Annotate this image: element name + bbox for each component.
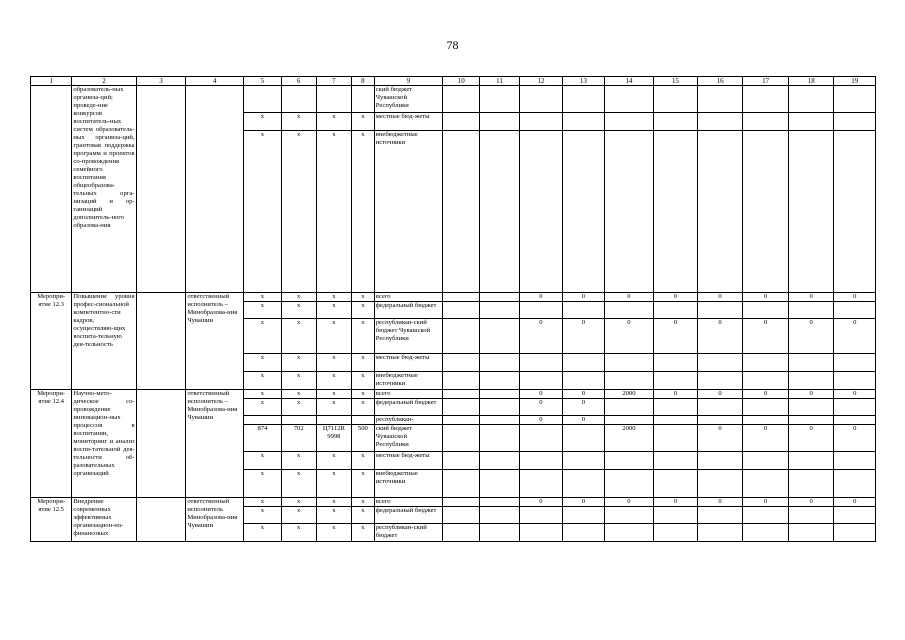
cell: [443, 293, 480, 302]
cell: [31, 86, 72, 293]
cell: [697, 399, 743, 416]
cell: [519, 86, 562, 113]
cell: x: [351, 131, 374, 293]
value-cell: 0: [654, 319, 697, 354]
cell: [743, 131, 789, 293]
cell: [443, 372, 480, 390]
cell: [519, 452, 562, 470]
funding-source: федеральный бюджет: [374, 302, 442, 319]
cell: [604, 399, 654, 416]
value-cell: 0: [743, 425, 789, 452]
header-row: [31, 77, 876, 86]
cell: x: [281, 302, 316, 319]
table-row: [31, 86, 876, 113]
cell: x: [244, 399, 281, 416]
cell: x: [281, 293, 316, 302]
cell: [443, 131, 480, 293]
cell: x: [351, 507, 374, 524]
cell: x: [316, 470, 351, 498]
cell: [563, 425, 604, 452]
cell: [136, 86, 186, 293]
cell: x: [316, 354, 351, 372]
header-cell: 7: [316, 77, 351, 86]
cell: [443, 302, 480, 319]
cell: [654, 86, 697, 113]
cell: x: [281, 131, 316, 293]
funding-source: федеральный бюджет: [374, 507, 442, 524]
event-name: образователь-ных организа-ций; проведе-ние конкурсов воспитатель-ных систем образователь-ных организа-ций, грантовая поддержка программ и проектов со-провождения семейного воспитания общеобразова-тельных орга-низаций и ор-ганизаций дополнитель-ного образова-ния: [72, 86, 136, 293]
cell: [743, 399, 789, 416]
value-cell: 0: [519, 399, 562, 416]
cell: [563, 131, 604, 293]
cell: [654, 113, 697, 131]
header-cell: 12: [519, 77, 562, 86]
cell: [480, 302, 519, 319]
value-cell: 0: [743, 390, 789, 399]
value-cell: 0: [834, 390, 876, 399]
cell: [834, 452, 876, 470]
cell: [519, 113, 562, 131]
funding-source: внебюджетные источники: [374, 470, 442, 498]
cell: [443, 86, 480, 113]
cell: x: [281, 507, 316, 524]
header-cell: 9: [374, 77, 442, 86]
cell: [654, 354, 697, 372]
cell: [480, 86, 519, 113]
cell: [788, 113, 834, 131]
cell: [563, 302, 604, 319]
cell: x: [244, 113, 281, 131]
cell: [351, 86, 374, 113]
cell: [563, 452, 604, 470]
cell: [480, 470, 519, 498]
header-cell: 8: [351, 77, 374, 86]
cell: [480, 354, 519, 372]
cell: x: [316, 399, 351, 416]
cell: [563, 372, 604, 390]
cell: [697, 113, 743, 131]
executor: ответственный исполнитель Минобразова-ния Чувашии: [186, 498, 244, 542]
header-cell: 6: [281, 77, 316, 86]
cell: [654, 131, 697, 293]
cell: x: [244, 131, 281, 293]
executor: ответственный исполнитель – Минобразова-ния Чувашии: [186, 390, 244, 498]
cell: x: [281, 390, 316, 399]
event-label: Меропри-ятие 12.5: [31, 498, 72, 542]
cell: [788, 354, 834, 372]
cell: x: [244, 302, 281, 319]
cell: [563, 524, 604, 542]
cell: [743, 507, 789, 524]
value-cell: 0: [654, 293, 697, 302]
funding-source: всего: [374, 293, 442, 302]
cell: [743, 354, 789, 372]
cell: [697, 452, 743, 470]
cell: x: [281, 524, 316, 542]
cell: x: [351, 498, 374, 507]
value-cell: 0: [697, 319, 743, 354]
cell: x: [281, 498, 316, 507]
event-label: Меропри-ятие 12.3: [31, 293, 72, 390]
cell: [519, 354, 562, 372]
cell: [604, 302, 654, 319]
cell: [480, 507, 519, 524]
value-cell: 0: [563, 319, 604, 354]
funding-source: внебюджетные источники: [374, 131, 442, 293]
value-cell: 0: [654, 390, 697, 399]
cell: x: [351, 470, 374, 498]
cell: [443, 390, 480, 399]
cell: [654, 399, 697, 416]
cell: x: [316, 302, 351, 319]
budget-table: [30, 76, 876, 542]
cell: [788, 302, 834, 319]
funding-source: республикан-: [374, 416, 442, 425]
cell: [316, 416, 351, 425]
cell: [519, 524, 562, 542]
cell: [834, 354, 876, 372]
table-row: [31, 498, 876, 507]
value-cell: 0: [834, 293, 876, 302]
cell: [519, 507, 562, 524]
cell: [604, 507, 654, 524]
cell: [519, 302, 562, 319]
cell: 874: [244, 425, 281, 452]
cell: x: [351, 354, 374, 372]
cell: [834, 507, 876, 524]
cell: Ц7112R 9998: [316, 425, 351, 452]
cell: [563, 470, 604, 498]
header-cell: 17: [743, 77, 789, 86]
cell: [834, 416, 876, 425]
cell: [443, 425, 480, 452]
cell: [480, 131, 519, 293]
cell: [604, 416, 654, 425]
funding-source: местные бюд-жеты: [374, 452, 442, 470]
cell: x: [244, 524, 281, 542]
cell: [743, 416, 789, 425]
cell: [604, 113, 654, 131]
value-cell: 0: [743, 319, 789, 354]
cell: [788, 86, 834, 113]
value-cell: 0: [834, 425, 876, 452]
cell: [697, 131, 743, 293]
cell: [480, 113, 519, 131]
value-cell: 0: [519, 416, 562, 425]
cell: x: [351, 302, 374, 319]
cell: [136, 390, 186, 498]
cell: [480, 319, 519, 354]
cell: [519, 131, 562, 293]
value-cell: 0: [697, 498, 743, 507]
cell: [480, 293, 519, 302]
cell: [563, 113, 604, 131]
cell: [480, 416, 519, 425]
cell: x: [244, 498, 281, 507]
cell: [697, 470, 743, 498]
cell: [743, 524, 789, 542]
cell: x: [316, 113, 351, 131]
cell: [743, 86, 789, 113]
cell: [351, 416, 374, 425]
value-cell: 0: [788, 425, 834, 452]
cell: x: [351, 372, 374, 390]
cell: [788, 416, 834, 425]
cell: [654, 470, 697, 498]
event-name: Научно-мето-дическое со-провождение инновацион-ных процессов в воспитании, мониторинг и анализ воспи-тательной дея-тельности об-разовательных организаций: [72, 390, 136, 498]
cell: [697, 86, 743, 113]
header-cell: 16: [697, 77, 743, 86]
cell: [519, 372, 562, 390]
cell: [604, 470, 654, 498]
header-cell: 1: [31, 77, 72, 86]
cell: [834, 113, 876, 131]
value-cell: 0: [563, 293, 604, 302]
value-cell: 2000: [604, 390, 654, 399]
value-cell: 0: [563, 498, 604, 507]
cell: [443, 452, 480, 470]
cell: [443, 113, 480, 131]
cell: [443, 507, 480, 524]
cell: x: [281, 113, 316, 131]
cell: [604, 372, 654, 390]
cell: x: [281, 452, 316, 470]
cell: x: [244, 354, 281, 372]
event-name: Внедрение современных эффективных организацион-но-финансовых: [72, 498, 136, 542]
cell: [788, 372, 834, 390]
cell: x: [351, 293, 374, 302]
cell: x: [316, 524, 351, 542]
cell: [443, 354, 480, 372]
cell: [519, 470, 562, 498]
cell: [136, 293, 186, 390]
cell: [654, 507, 697, 524]
cell: [654, 302, 697, 319]
header-cell: 19: [834, 77, 876, 86]
cell: [480, 390, 519, 399]
cell: x: [316, 390, 351, 399]
cell: x: [351, 390, 374, 399]
cell: [443, 399, 480, 416]
cell: x: [244, 452, 281, 470]
page-number: 78: [446, 38, 459, 52]
cell: [654, 452, 697, 470]
cell: [244, 416, 281, 425]
cell: [788, 524, 834, 542]
cell: [316, 86, 351, 113]
header-cell: 4: [186, 77, 244, 86]
value-cell: 0: [604, 319, 654, 354]
cell: [834, 86, 876, 113]
cell: [743, 113, 789, 131]
value-cell: 0: [743, 498, 789, 507]
cell: [604, 452, 654, 470]
header-cell: 2: [72, 77, 136, 86]
value-cell: 0: [563, 416, 604, 425]
cell: [788, 452, 834, 470]
cell: [697, 372, 743, 390]
executor: ответственный исполнитель – Минобразова-ния Чувашии: [186, 293, 244, 390]
cell: x: [281, 399, 316, 416]
cell: x: [281, 319, 316, 354]
cell: [697, 416, 743, 425]
cell: [697, 354, 743, 372]
cell: [654, 524, 697, 542]
cell: [443, 498, 480, 507]
funding-source: федеральный бюджет: [374, 399, 442, 416]
funding-source: республикан-ский бюджет: [374, 524, 442, 542]
cell: [604, 131, 654, 293]
cell: [443, 524, 480, 542]
header-cell: 10: [443, 77, 480, 86]
cell: [480, 425, 519, 452]
cell: [788, 470, 834, 498]
cell: x: [351, 452, 374, 470]
funding-source: местные бюд-жеты: [374, 354, 442, 372]
cell: x: [244, 372, 281, 390]
header-cell: 14: [604, 77, 654, 86]
cell: [281, 86, 316, 113]
cell: [443, 319, 480, 354]
cell: [244, 86, 281, 113]
value-cell: 0: [563, 399, 604, 416]
value-cell: 0: [563, 390, 604, 399]
cell: 702: [281, 425, 316, 452]
cell: [480, 524, 519, 542]
cell: [186, 86, 244, 293]
cell: [563, 354, 604, 372]
cell: [788, 399, 834, 416]
cell: [519, 425, 562, 452]
cell: [480, 372, 519, 390]
value-cell: 0: [788, 498, 834, 507]
cell: x: [351, 319, 374, 354]
value-cell: 0: [743, 293, 789, 302]
cell: 500: [351, 425, 374, 452]
value-cell: 0: [519, 390, 562, 399]
cell: [697, 302, 743, 319]
cell: [834, 470, 876, 498]
value-cell: 2000: [604, 425, 654, 452]
cell: x: [351, 524, 374, 542]
funding-source: ский бюджет Чувашской Республики: [374, 425, 442, 452]
cell: [743, 452, 789, 470]
cell: x: [244, 293, 281, 302]
value-cell: 0: [604, 498, 654, 507]
cell: [480, 452, 519, 470]
funding-source: внебюджетные источники: [374, 372, 442, 390]
funding-source: всего: [374, 390, 442, 399]
cell: [788, 507, 834, 524]
value-cell: 0: [697, 390, 743, 399]
value-cell: 0: [519, 319, 562, 354]
cell: x: [316, 131, 351, 293]
value-cell: 0: [834, 319, 876, 354]
cell: [480, 399, 519, 416]
cell: [743, 372, 789, 390]
cell: x: [244, 319, 281, 354]
cell: x: [316, 452, 351, 470]
cell: [834, 302, 876, 319]
value-cell: 0: [788, 390, 834, 399]
cell: [697, 507, 743, 524]
event-name: Повышение уровня профес-сиональной компетентно-сти кадров, осуществляю-щих воспита-тельную дея-тельность: [72, 293, 136, 390]
value-cell: 0: [519, 293, 562, 302]
value-cell: 0: [788, 319, 834, 354]
cell: [743, 470, 789, 498]
header-cell: 5: [244, 77, 281, 86]
cell: x: [316, 293, 351, 302]
cell: x: [281, 470, 316, 498]
cell: x: [316, 498, 351, 507]
cell: x: [244, 507, 281, 524]
cell: [604, 86, 654, 113]
cell: [834, 399, 876, 416]
table-row: [31, 293, 876, 302]
cell: [834, 372, 876, 390]
cell: x: [351, 113, 374, 131]
cell: x: [316, 319, 351, 354]
funding-source: всего: [374, 498, 442, 507]
header-cell: 11: [480, 77, 519, 86]
cell: x: [351, 399, 374, 416]
cell: [563, 507, 604, 524]
event-label: Меропри-ятие 12.4: [31, 390, 72, 498]
table-row: [31, 390, 876, 399]
cell: [563, 86, 604, 113]
cell: [443, 470, 480, 498]
value-cell: 0: [697, 293, 743, 302]
cell: [480, 498, 519, 507]
cell: [281, 416, 316, 425]
cell: x: [316, 507, 351, 524]
header-cell: 18: [788, 77, 834, 86]
cell: [697, 524, 743, 542]
cell: [604, 524, 654, 542]
cell: [743, 302, 789, 319]
cell: [834, 131, 876, 293]
cell: [788, 131, 834, 293]
cell: x: [281, 372, 316, 390]
cell: x: [244, 470, 281, 498]
cell: x: [244, 390, 281, 399]
cell: [443, 416, 480, 425]
value-cell: 0: [519, 498, 562, 507]
value-cell: 0: [834, 498, 876, 507]
cell: x: [316, 372, 351, 390]
cell: x: [281, 354, 316, 372]
cell: [604, 354, 654, 372]
cell: [834, 524, 876, 542]
funding-source: ский бюджет Чувашской Республики: [374, 86, 442, 113]
value-cell: 0: [697, 425, 743, 452]
cell: [654, 425, 697, 452]
header-cell: 3: [136, 77, 186, 86]
header-cell: 15: [654, 77, 697, 86]
cell: [654, 416, 697, 425]
cell: [136, 498, 186, 542]
value-cell: 0: [654, 498, 697, 507]
cell: [654, 372, 697, 390]
funding-source: республикан-ский бюджет Чувашской Республики: [374, 319, 442, 354]
header-cell: 13: [563, 77, 604, 86]
value-cell: 0: [604, 293, 654, 302]
value-cell: 0: [788, 293, 834, 302]
funding-source: местные бюд-жеты: [374, 113, 442, 131]
